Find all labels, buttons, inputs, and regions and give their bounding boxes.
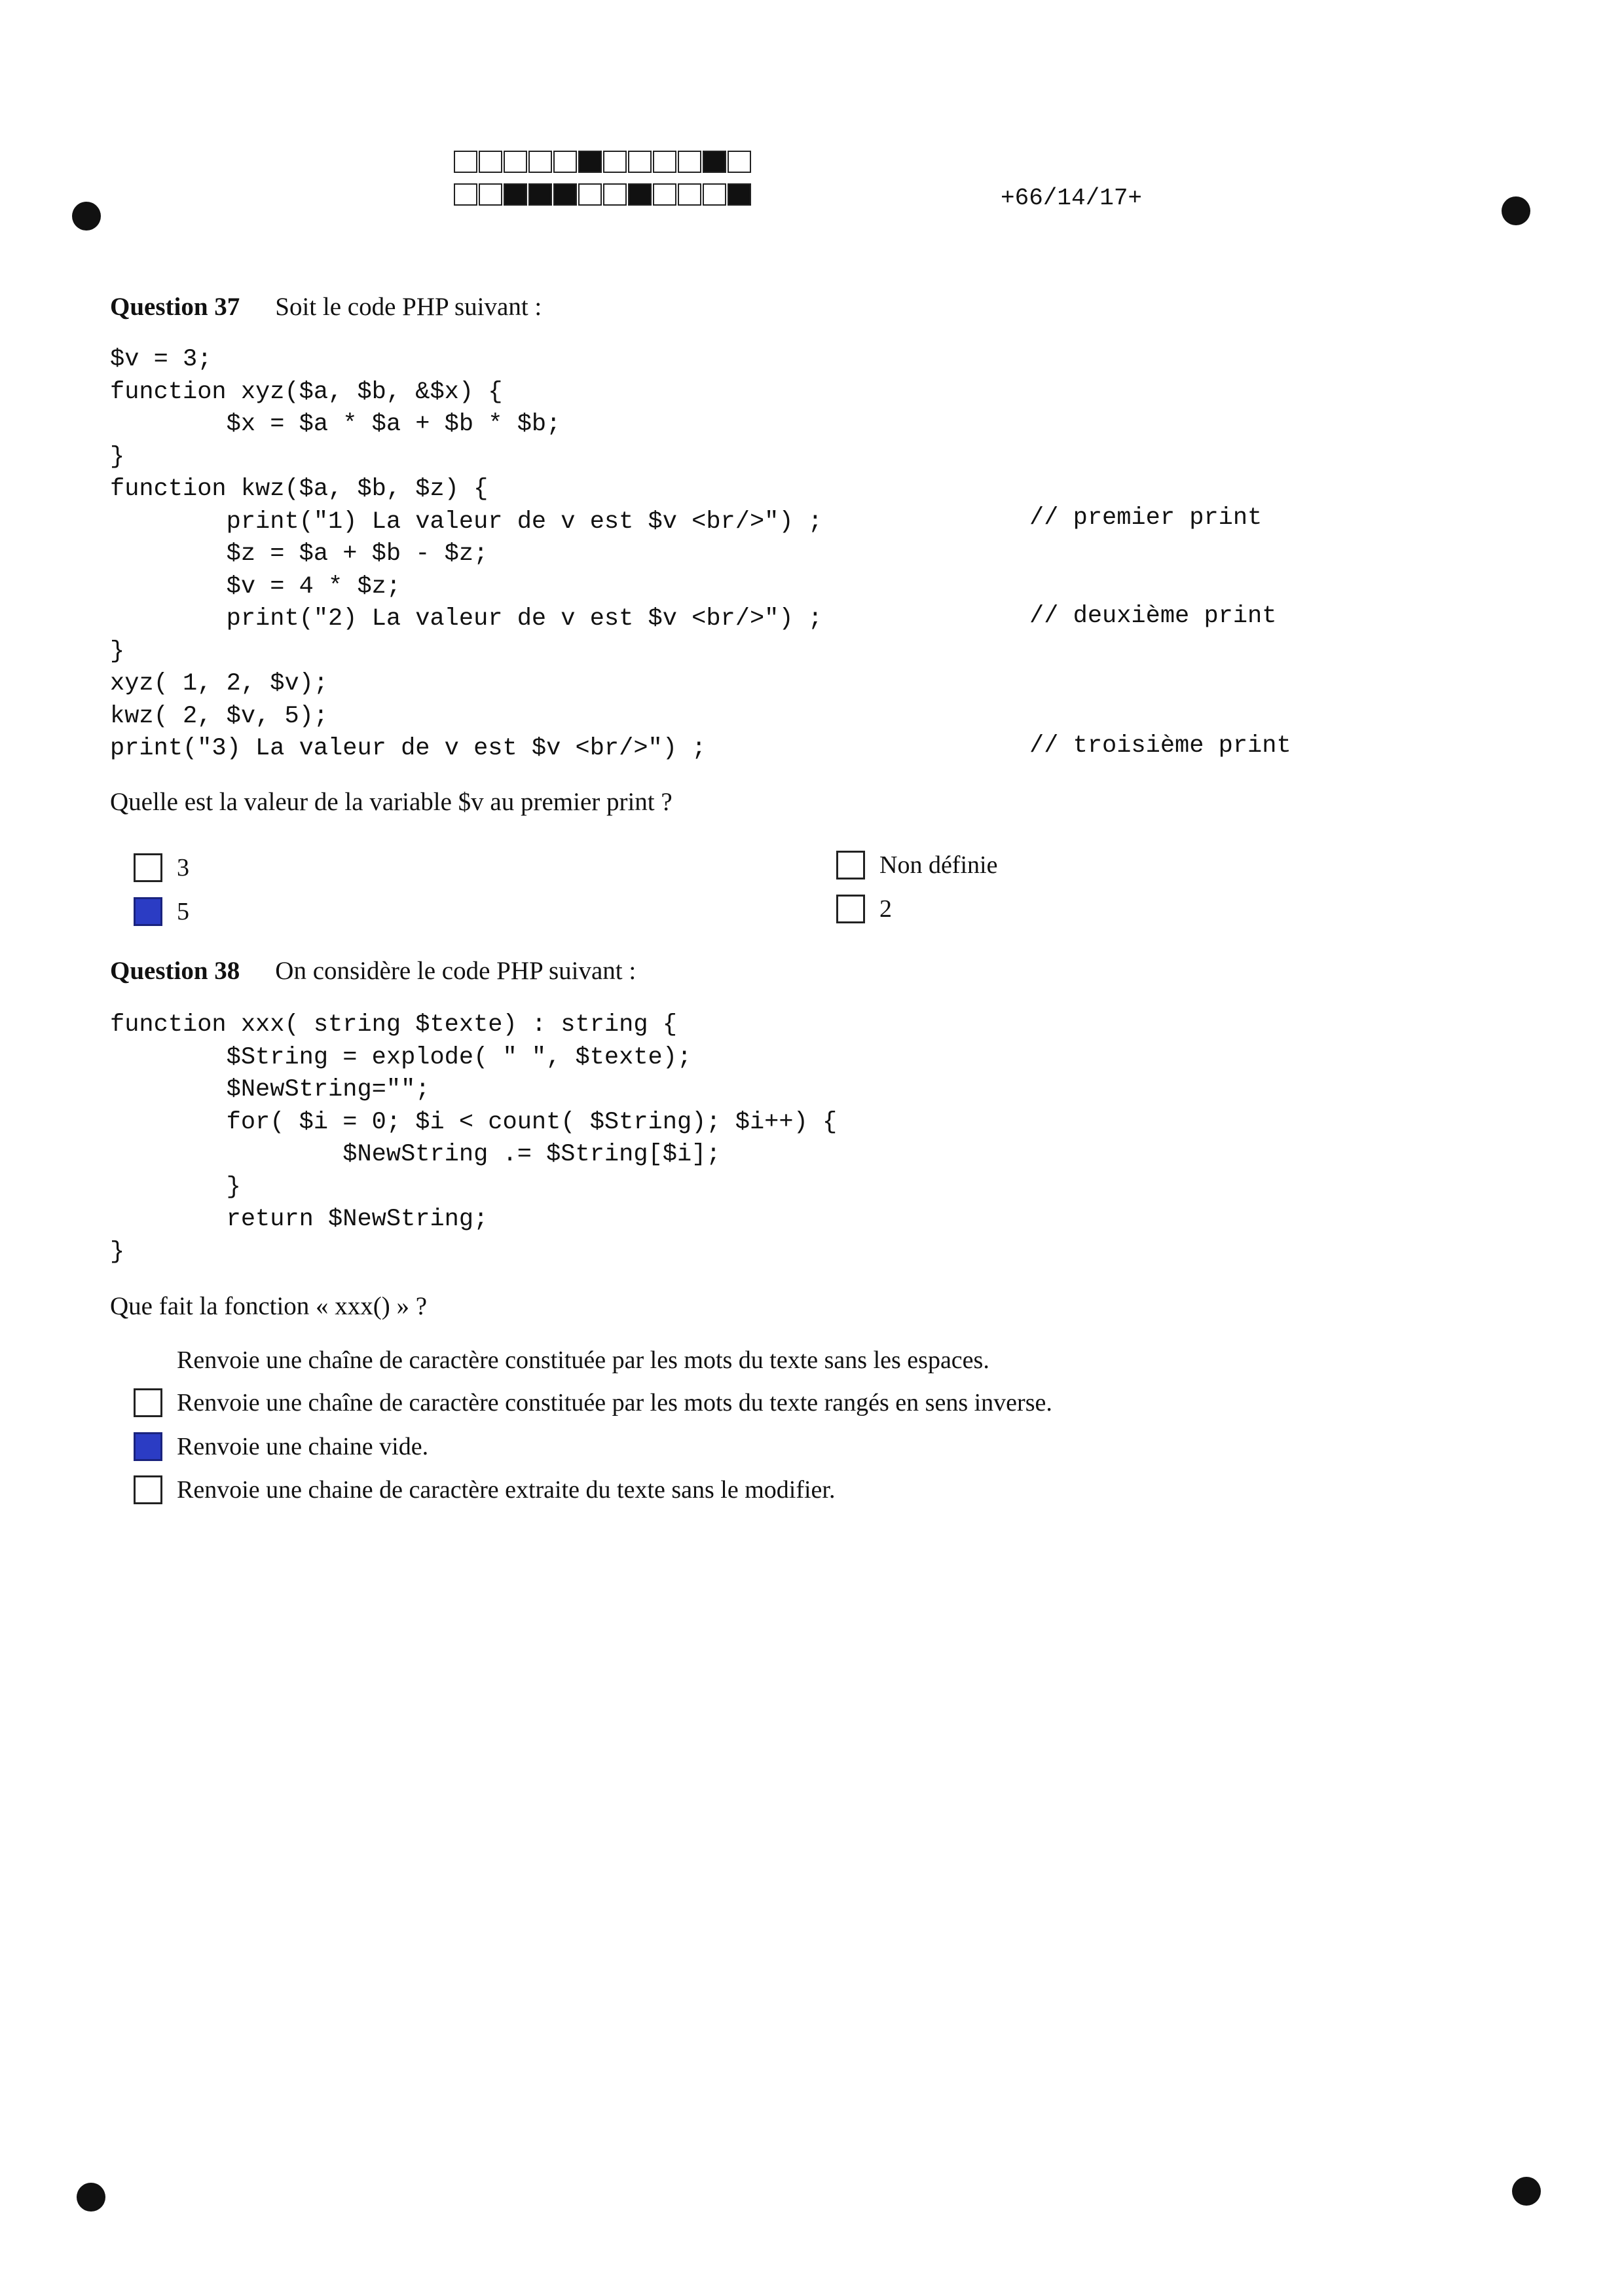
question-37-header [110, 292, 542, 322]
barcode-cell [479, 183, 502, 206]
exam-barcode [454, 151, 752, 216]
barcode-row-2 [454, 183, 752, 208]
barcode-cell [703, 183, 726, 206]
q37-checkbox[interactable] [134, 853, 162, 882]
q37-answer-option[interactable] [836, 851, 997, 880]
question-37-number: Question 37 [110, 293, 240, 321]
barcode-cell [628, 151, 652, 173]
barcode-cell [728, 151, 751, 173]
barcode-cell [553, 151, 577, 173]
barcode-row-1 [454, 151, 752, 176]
registration-mark-top-left [72, 202, 101, 231]
q37-answer-option[interactable] [134, 897, 189, 926]
q37-checkbox[interactable] [836, 895, 865, 923]
barcode-cell [628, 183, 652, 206]
barcode-cell [528, 151, 552, 173]
barcode-cell [678, 151, 701, 173]
q38-answer-option[interactable] [134, 1388, 1052, 1417]
barcode-cell [578, 183, 602, 206]
q38-answer-option[interactable] [134, 1475, 835, 1504]
q37-answer-option[interactable] [134, 853, 189, 882]
question-37-code: $v = 3; function xyz($a, $b, &$x) { $x = $a * $a + $b * $b; } function kwz($a, $b, $z) { print("1) La valeur de v est $v <br/>") ; $z = $a + $b - $z; $v = 4 * $z; print("2) La valeur de v est $v <br/>") ; } xyz( 1, 2, $v); kwz( 2, $v, 5); print("3) La valeur de v est $v <br/>") ; [110, 346, 822, 762]
q38-checkbox[interactable] [134, 1388, 162, 1417]
question-38-prompt: Que fait la fonction « xxx() » ? [110, 1292, 428, 1320]
q37-answer-label: 2 [879, 895, 892, 923]
q38-checkbox[interactable] [134, 1432, 162, 1461]
registration-mark-bottom-left [77, 2183, 105, 2212]
barcode-cell [553, 183, 577, 206]
question-37-intro: Soit le code PHP suivant : [275, 293, 542, 321]
barcode-cell [479, 151, 502, 173]
barcode-cell [578, 151, 602, 173]
barcode-cell [504, 151, 527, 173]
registration-mark-bottom-right [1512, 2177, 1541, 2206]
q37-answer-label: 3 [177, 854, 189, 881]
barcode-cell [603, 151, 627, 173]
barcode-cell [653, 183, 676, 206]
q38-checkbox[interactable] [134, 1475, 162, 1504]
code-comment-third-print: // troisième print [1029, 732, 1291, 760]
exam-page-id: +66/14/17+ [1001, 185, 1143, 212]
q38-answer-label: Renvoie une chaine de caractère extraite du texte sans le modifier. [177, 1476, 836, 1504]
question-37-prompt: Quelle est la valeur de la variable $v au premier print ? [110, 788, 673, 816]
question-38-number: Question 38 [110, 957, 240, 985]
q37-checkbox[interactable] [836, 851, 865, 880]
barcode-cell [728, 183, 751, 206]
q38-answer-label: Renvoie une chaîne de caractère constituée par les mots du texte rangés en sens inverse. [177, 1389, 1052, 1416]
code-comment-first-print: // premier print [1029, 504, 1263, 532]
barcode-cell [653, 151, 676, 173]
barcode-cell [454, 151, 477, 173]
q37-answer-label: Non définie [879, 851, 998, 879]
question-38-header [110, 956, 636, 986]
barcode-cell [504, 183, 527, 206]
barcode-cell [603, 183, 627, 206]
q38-answer-option[interactable] [134, 1432, 428, 1461]
registration-mark-top-right [1502, 196, 1530, 225]
q38-answer-label: Renvoie une chaine vide. [177, 1433, 429, 1460]
q37-answer-option[interactable] [836, 895, 892, 923]
barcode-cell [528, 183, 552, 206]
code-comment-second-print: // deuxième print [1029, 602, 1277, 630]
barcode-cell [703, 151, 726, 173]
q38-answer-option[interactable] [134, 1346, 989, 1375]
question-38-code: function xxx( string $texte) : string { $String = explode( " ", $texte); $NewString=""; for( $i = 0; $i < count( $String); $i++) { $NewString .= $String[$i]; } return $NewString; } [110, 1011, 838, 1266]
barcode-cell [454, 183, 477, 206]
barcode-cell [678, 183, 701, 206]
q38-answer-label: Renvoie une chaîne de caractère constituée par les mots du texte sans les espaces. [177, 1346, 989, 1374]
question-38-intro: On considère le code PHP suivant : [275, 957, 637, 985]
q37-checkbox[interactable] [134, 897, 162, 926]
q37-answer-label: 5 [177, 898, 189, 925]
